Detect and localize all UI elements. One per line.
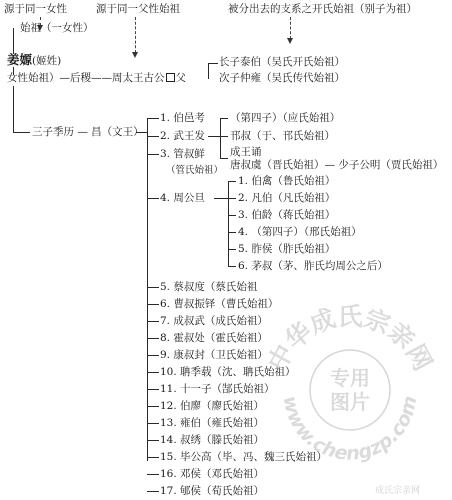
son-name: 伯邑考 xyxy=(173,112,205,124)
son-12 xyxy=(160,400,264,413)
connector xyxy=(147,457,159,458)
connector xyxy=(147,321,159,322)
connector xyxy=(147,304,159,305)
connector xyxy=(147,118,159,119)
connector xyxy=(147,491,159,492)
zg-name: 凡伯（凡氏始祖） xyxy=(251,192,336,204)
son-name: 霍叔处（霍氏始祖） xyxy=(173,332,268,344)
son-17 xyxy=(160,485,264,498)
son-num: 13. xyxy=(160,417,177,429)
connector xyxy=(147,154,159,155)
son-1 xyxy=(160,112,205,125)
connector xyxy=(147,406,159,407)
son-num: 1. xyxy=(160,112,171,124)
son-num: 11. xyxy=(160,383,177,395)
connector xyxy=(147,440,159,441)
son-16 xyxy=(160,468,264,481)
son-num: 16. xyxy=(160,468,177,480)
son-name: 成叔武（成氏始祖） xyxy=(173,315,268,327)
origin-female: 源于同一女性 xyxy=(4,3,67,15)
son-name: 郇侯（荀氏始祖） xyxy=(180,485,265,497)
son-num: 10. xyxy=(160,366,177,378)
zg-num: 2. xyxy=(238,192,249,204)
arrow-line-3 xyxy=(290,17,291,39)
connector xyxy=(13,28,14,54)
connector xyxy=(214,198,228,199)
connector xyxy=(13,86,14,132)
zg-son-1 xyxy=(238,175,335,188)
zg-son-6 xyxy=(238,260,388,273)
main-bracket xyxy=(147,118,148,461)
son-num: 9. xyxy=(160,349,171,361)
son-15 xyxy=(160,451,327,464)
connector xyxy=(208,63,209,79)
connector xyxy=(136,132,147,133)
son-name: 聃季载（沈、聃氏始祖） xyxy=(180,366,296,378)
connector xyxy=(147,474,159,475)
zg-num: 5. xyxy=(238,243,249,255)
connector xyxy=(228,215,236,216)
guan-note: （管氏始祖） xyxy=(166,165,224,176)
connector xyxy=(228,266,236,267)
missing-char-box xyxy=(166,73,175,82)
connector xyxy=(228,249,236,250)
zg-num: 4. xyxy=(238,226,249,238)
son-6 xyxy=(160,298,278,311)
son-3 xyxy=(160,148,205,161)
jiang-yuan xyxy=(7,53,61,68)
connector xyxy=(147,372,159,373)
ancestress-label: 始祖（一女性） xyxy=(20,22,94,34)
son-name: 雍伯（雍氏始祖） xyxy=(180,417,265,429)
son-num: 2. xyxy=(160,130,171,142)
son-num: 17. xyxy=(160,485,177,497)
watermark-seal xyxy=(255,285,445,475)
son-num: 15. xyxy=(160,451,177,463)
son-num: 5. xyxy=(160,281,171,293)
son-name: 周公旦 xyxy=(173,192,205,204)
connector xyxy=(228,232,236,233)
watermark-center-1: 专用 xyxy=(330,366,370,390)
jiang-note: (姬姓) xyxy=(32,55,62,67)
connector xyxy=(147,136,159,137)
son-num: 7. xyxy=(160,315,171,327)
connector xyxy=(220,136,228,137)
son-name: 叔绣（滕氏始祖） xyxy=(180,434,265,446)
son-num: 14. xyxy=(160,434,177,446)
son-name: 武王发 xyxy=(173,130,205,142)
son-name: 十一子（郜氏始祖） xyxy=(180,383,275,395)
son-13 xyxy=(160,417,264,430)
zg-name: （第四子）（邢氏始祖） xyxy=(251,226,362,238)
watermark-url: www.chengzp.com xyxy=(278,393,422,465)
connector xyxy=(220,118,228,119)
watermark-arc-text: 中华成氏宗亲网 xyxy=(262,302,438,376)
zg-son-3 xyxy=(238,209,335,222)
son-4 xyxy=(160,192,205,205)
son-num: 6. xyxy=(160,298,171,310)
zg-num: 3. xyxy=(238,209,249,221)
son-name: 曹叔振铎（曹氏始祖） xyxy=(173,298,279,310)
wuwang-fourth: （第四子）（应氏始祖） xyxy=(230,112,341,124)
son-name: 蔡叔度（蔡氏始祖 xyxy=(173,281,258,293)
jiang-name: 姜嫄 xyxy=(7,52,33,67)
arrow-line-2 xyxy=(135,17,136,53)
zg-son-2 xyxy=(238,192,335,205)
son-num: 12. xyxy=(160,400,177,412)
zhongyong-label: 次子仲雍（吴氏传代始祖） xyxy=(219,72,345,84)
connector xyxy=(208,63,218,64)
zg-name: 伯禽（鲁氏始祖） xyxy=(251,175,336,187)
zg-num: 6. xyxy=(238,260,249,272)
zg-num: 1. xyxy=(238,175,249,187)
son-2 xyxy=(160,130,205,143)
arrow-head-3 xyxy=(287,38,293,44)
jili-label: 三子季历 — 昌（文王） xyxy=(32,126,144,138)
son-name: 康叔封（卫氏始祖） xyxy=(173,349,268,361)
zg-name: 胙侯（胙氏始祖） xyxy=(251,243,336,255)
son-num: 8. xyxy=(160,332,171,344)
connector xyxy=(13,132,30,133)
son-8 xyxy=(160,332,268,345)
son-name: 毕公高（毕、冯、魏三氏始祖） xyxy=(180,451,328,463)
son-name: 邓侯（邓氏始祖） xyxy=(180,468,265,480)
zg-name: 茅叔（茅、胙氏均周公之后） xyxy=(251,260,388,272)
zhougong-bracket xyxy=(228,181,229,266)
connector xyxy=(147,389,159,390)
son-name: 管叔鲜 xyxy=(173,148,205,160)
connector xyxy=(208,136,220,137)
origin-branch: 被分出去的支系之开氏始祖（别子为祖） xyxy=(228,3,417,15)
connector xyxy=(147,198,159,199)
zg-name: 伯龄（蒋氏始祖） xyxy=(251,209,336,221)
wuwang-bracket xyxy=(220,118,221,158)
son-7 xyxy=(160,315,268,328)
son-9 xyxy=(160,349,268,362)
taibo-label: 长子泰伯（吴氏开氏始祖） xyxy=(219,56,345,68)
son-10 xyxy=(160,366,296,379)
connector xyxy=(147,423,159,424)
connector xyxy=(147,287,159,288)
tangshu: 唐叔虞（晋氏始祖）— 少子公明（贾氏始祖） xyxy=(230,159,444,171)
zg-son-4 xyxy=(238,226,362,239)
lineage-text xyxy=(7,72,186,85)
fu-label: 父 xyxy=(175,72,186,84)
arrow-head-2 xyxy=(132,52,138,58)
connector xyxy=(228,181,236,182)
connector xyxy=(147,355,159,356)
son-num: 4. xyxy=(160,192,171,204)
son-num: 3. xyxy=(160,148,171,160)
xingshu: 邗叔（于、邗氏始祖） xyxy=(230,130,335,142)
son-14 xyxy=(160,434,264,447)
chengwang: 成王诵 xyxy=(230,146,262,158)
son-11 xyxy=(160,383,275,396)
son-name: 伯廖（廖氏始祖） xyxy=(180,400,265,412)
connector xyxy=(228,198,236,199)
zg-son-5 xyxy=(238,243,335,256)
watermark-corner: 成氏宗亲网 xyxy=(375,486,421,496)
connector xyxy=(220,158,228,159)
origin-male: 源于同一父性始祖 xyxy=(96,3,180,15)
son-5 xyxy=(160,281,257,294)
lineage-main: 女性始祖）—后稷——周太王古公 xyxy=(7,72,165,84)
connector xyxy=(147,338,159,339)
watermark-center-2: 图片 xyxy=(330,390,370,414)
